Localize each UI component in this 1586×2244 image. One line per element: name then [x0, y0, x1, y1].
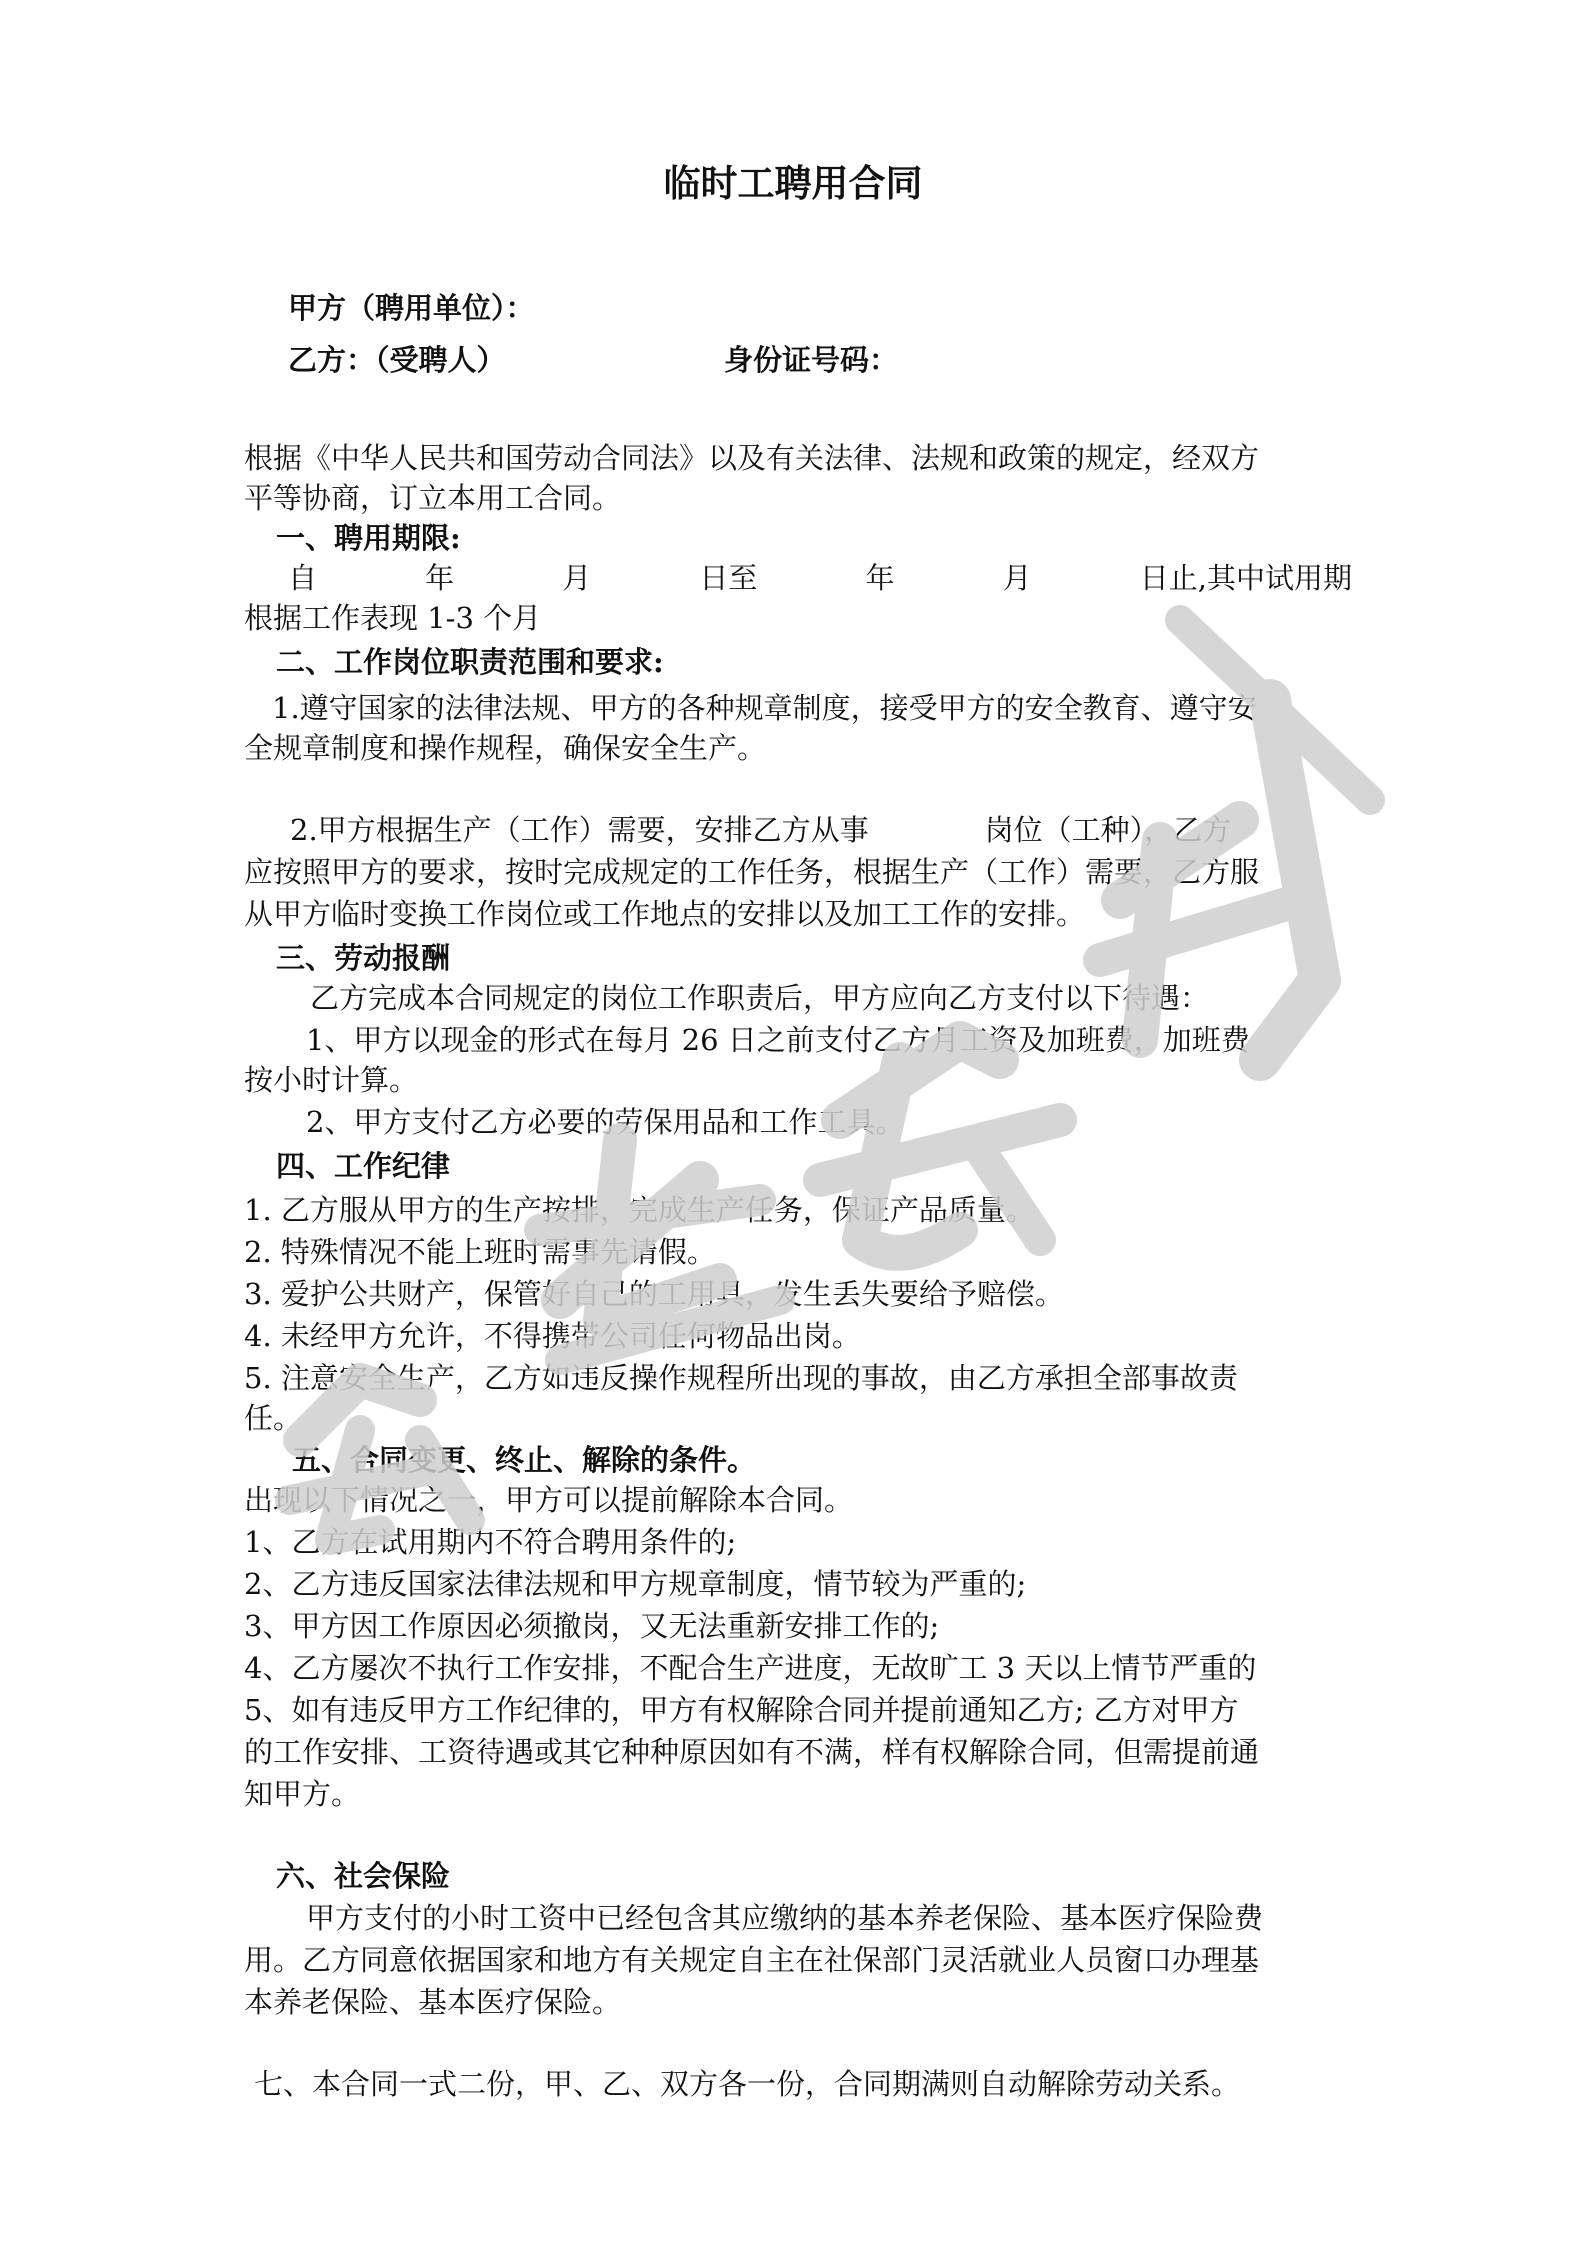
term-part: 年	[425, 561, 455, 595]
term-part: 日至	[699, 561, 758, 595]
s5-item: 3、甲方因工作原因必须撤岗，又无法重新安排工作的;	[244, 1609, 940, 1643]
section-4-heading: 四、工作纪律	[276, 1149, 451, 1183]
s2-p2-line-3: 从甲方临时变换工作岗位或工作地点的安排以及加工工作的安排。	[244, 897, 1086, 931]
s2-p1-line-2: 全规章制度和操作规程，确保安全生产。	[244, 731, 767, 765]
section-7-text: 七、本合同一式二份，甲、乙、双方各一份，合同期满则自动解除劳动关系。	[254, 2067, 1241, 2101]
s5-item: 4、乙方屡次不执行工作安排，不配合生产进度，无故旷工 3 天以上情节严重的	[244, 1651, 1257, 1685]
s4-item: 1. 乙方服从甲方的生产按排，完成生产任务，保证产品质量。	[244, 1193, 1035, 1227]
s5-item: 的工作安排、工资待遇或其它种种原因如有不满，样有权解除合同，但需提前通	[244, 1735, 1260, 1769]
s3-item-1-line-1: 1、甲方以现金的形式在每月 26 日之前支付乙方月工资及加班费，加班费	[306, 1023, 1250, 1057]
s3-intro: 乙方完成本合同规定的岗位工作职责后，甲方应向乙方支付以下待遇：	[310, 981, 1210, 1015]
s4-item: 2. 特殊情况不能上班时需事先请假。	[244, 1235, 716, 1269]
s4-item: 5. 注意安全生产，乙方如违反操作规程所出现的事故，由乙方承担全部事故责	[244, 1361, 1238, 1395]
id-number-label: 身份证号码：	[724, 343, 899, 377]
term-part: 年	[865, 561, 895, 595]
term-part: 日止,其中试用期	[1139, 561, 1352, 595]
section-6-heading: 六、社会保险	[276, 1859, 451, 1893]
s5-intro: 出现以下情况之一，甲方可以提前解除本合同。	[244, 1483, 854, 1517]
intro-line-2: 平等协商，订立本用工合同。	[244, 481, 622, 515]
s4-item: 4. 未经甲方允许，不得携带公司任何物品出岗。	[244, 1319, 861, 1353]
s6-line-2: 用。乙方同意依据国家和地方有关规定自主在社保部门灵活就业人员窗口办理基	[244, 1943, 1260, 1977]
section-2-heading: 二、工作岗位职责范围和要求:	[276, 645, 664, 679]
s3-item-2: 2、甲方支付乙方必要的劳保用品和工作工具。	[306, 1105, 905, 1139]
intro-line-1: 根据《中华人民共和国劳动合同法》以及有关法律、法规和政策的规定，经双方	[244, 441, 1260, 475]
s2-p1-line-1: 1.遵守国家的法律法规、甲方的各种规章制度，接受甲方的安全教育、遵守安	[272, 691, 1257, 725]
section-1-heading: 一、聘用期限:	[276, 521, 461, 555]
s5-item: 知甲方。	[244, 1777, 361, 1811]
term-line-2: 根据工作表现 1-3 个月	[244, 601, 542, 635]
term-part: 月	[562, 561, 592, 595]
term-part: 自	[288, 561, 318, 595]
s5-item: 5、如有违反甲方工作纪律的，甲方有权解除合同并提前通知乙方; 乙方对甲方	[244, 1693, 1239, 1727]
s2-p2-line-1: 2.甲方根据生产（工作）需要，安排乙方从事 岗位（工种），乙方	[290, 813, 1232, 847]
section-5-heading: 五、合同变更、终止、解除的条件。	[292, 1443, 757, 1477]
s4-item: 3. 爱护公共财产，保管好自己的工用具，发生丢失要给予赔偿。	[244, 1277, 1064, 1311]
document-title: 临时工聘用合同	[663, 162, 923, 205]
s2-p2-line-2: 应按照甲方的要求，按时完成规定的工作任务，根据生产（工作）需要，乙方服	[244, 855, 1260, 889]
party-b-label: 乙方：（受聘人）	[288, 343, 506, 377]
s6-line-1: 甲方支付的小时工资中已经包含其应缴纳的基本养老保险、基本医疗保险费	[306, 1901, 1264, 1935]
s3-item-1-line-2: 按小时计算。	[244, 1063, 419, 1097]
party-a-label: 甲方（聘用单位）：	[288, 291, 535, 325]
s5-item: 2、乙方违反国家法律法规和甲方规章制度，情节较为严重的;	[244, 1567, 1027, 1601]
s5-item: 1、乙方在试用期内不符合聘用条件的;	[244, 1525, 737, 1559]
section-3-heading: 三、劳动报酬	[276, 941, 451, 975]
term-line	[288, 558, 1352, 598]
s6-line-3: 本养老保险、基本医疗保险。	[244, 1985, 622, 2019]
s4-item: 任。	[244, 1401, 303, 1435]
term-part: 月	[1002, 561, 1032, 595]
